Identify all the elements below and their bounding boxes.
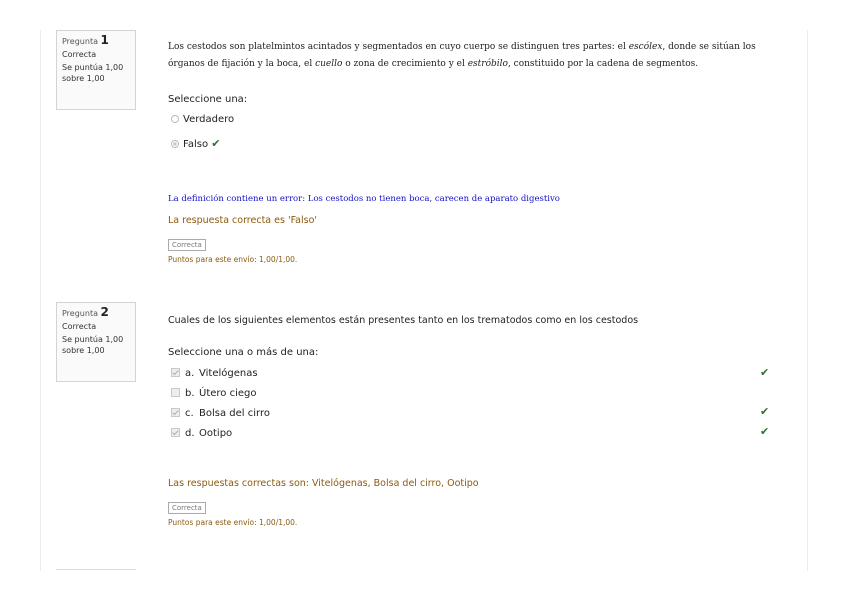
checkbox-checked[interactable] <box>171 408 180 417</box>
question-2-prompt: Seleccione una o más de una: <box>168 347 319 358</box>
term-cuello: cuello <box>315 59 343 69</box>
term-estrobilo: estróbilo <box>467 59 508 69</box>
option-letter: c. <box>185 408 194 419</box>
question-2-number-line <box>62 307 130 319</box>
question-grade: Se puntúa 1,00 sobre 1,00 <box>62 63 124 83</box>
checkbox-checked[interactable] <box>171 428 180 437</box>
content-border-right <box>807 30 808 571</box>
option-b[interactable] <box>171 387 256 401</box>
question-1-prompt: Seleccione una: <box>168 94 248 105</box>
question-label: Pregunta <box>62 309 98 318</box>
option-letter: d. <box>185 428 195 439</box>
question-text-segment: , constituido por la cadena de segmentos. <box>507 59 699 69</box>
question-state: Correcta <box>62 322 97 331</box>
right-answer: Las respuestas correctas son: Vitelógenas, Bolsa del cirro, Ootipo <box>168 478 479 489</box>
question-text-segment: , donde se sitúan los órganos de fijación y la boca, el <box>168 42 756 69</box>
question-2-text: Cuales de los siguientes elementos están presentes tanto en los trematodos como en los cestodos <box>168 315 639 326</box>
option-a[interactable] <box>171 367 258 381</box>
correct-badge: Correcta <box>168 502 206 514</box>
next-question-info-top <box>56 569 136 570</box>
option-c[interactable] <box>171 407 270 421</box>
option-label: Falso <box>183 139 209 150</box>
content-border-left <box>40 30 41 571</box>
grade-details: Puntos para este envío: 1,00/1,00. <box>168 255 298 264</box>
question-state: Correcta <box>62 50 97 59</box>
question-number: 2 <box>100 305 109 319</box>
question-1-number-line <box>62 35 130 47</box>
option-falso[interactable] <box>171 137 220 151</box>
option-label: Útero ciego <box>199 388 257 399</box>
correct-badge: Correcta <box>168 239 206 251</box>
option-label: Vitelógenas <box>199 368 258 379</box>
option-label: Ootipo <box>199 428 233 439</box>
correct-check-icon: ✔ <box>211 137 221 150</box>
option-label: Bolsa del cirro <box>199 408 270 419</box>
term-escolex: escólex <box>628 42 663 52</box>
option-d[interactable] <box>171 427 232 441</box>
option-verdadero[interactable] <box>171 113 234 127</box>
question-text-segment: o zona de crecimiento y el <box>342 59 468 69</box>
question-1-info <box>56 30 136 110</box>
question-2-info <box>56 302 136 382</box>
radio-button[interactable] <box>171 115 179 123</box>
radio-button-selected[interactable] <box>171 140 179 148</box>
question-number: 1 <box>100 33 109 47</box>
question-grade: Se puntúa 1,00 sobre 1,00 <box>62 335 124 355</box>
option-label: Verdadero <box>183 114 235 125</box>
correct-check-icon: ✔ <box>760 366 770 379</box>
question-label: Pregunta <box>62 37 98 46</box>
option-letter: a. <box>185 368 195 379</box>
question-1-text <box>168 39 768 73</box>
checkbox-unchecked[interactable] <box>171 388 180 397</box>
option-letter: b. <box>185 388 195 399</box>
correct-check-icon: ✔ <box>760 405 770 418</box>
question-text-segment: Los cestodos son platelmintos acintados y segmentados en cuyo cuerpo se distinguen tres partes: el <box>168 42 629 52</box>
checkbox-checked[interactable] <box>171 368 180 377</box>
correct-check-icon: ✔ <box>760 425 770 438</box>
grade-details: Puntos para este envío: 1,00/1,00. <box>168 518 298 527</box>
specific-feedback: La definición contiene un error: Los cestodos no tienen boca, carecen de aparato digestivo <box>168 194 560 204</box>
right-answer: La respuesta correcta es 'Falso' <box>168 215 317 226</box>
